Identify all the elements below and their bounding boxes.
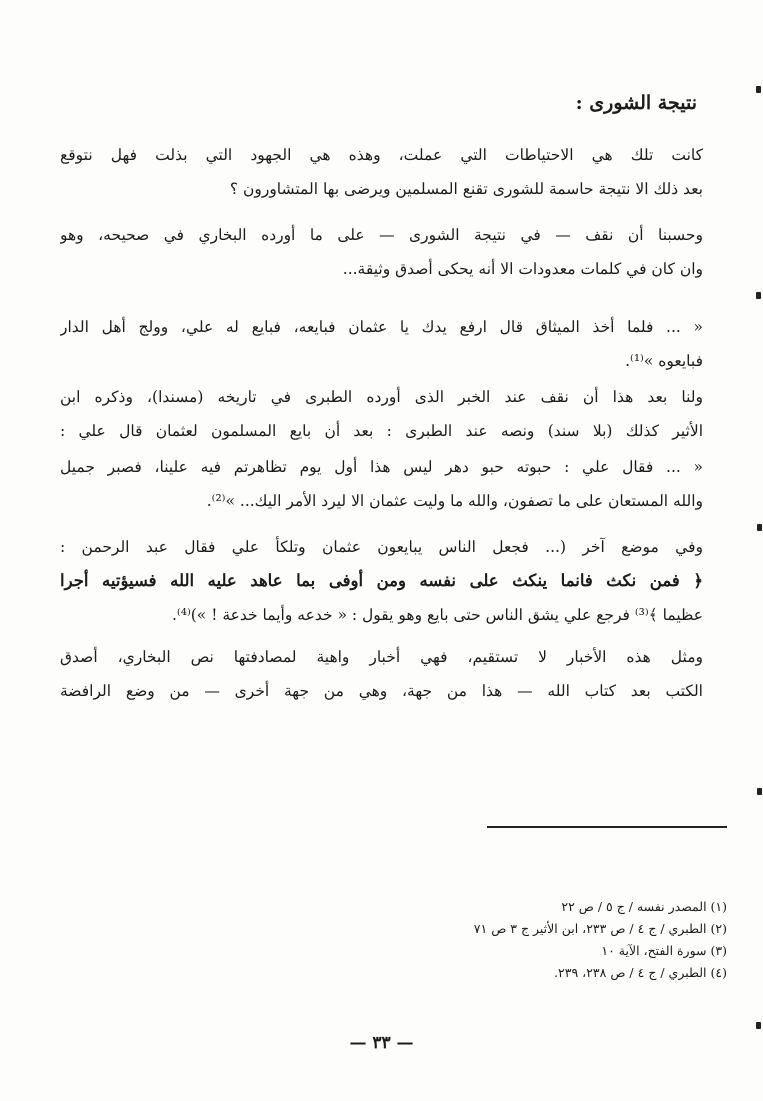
paragraph-line: وحسبنا أن نقف — في نتيجة الشورى — على ما أورده البخاري في صحيحه، وهو [60,226,703,244]
quote-bukhari [60,310,703,378]
quote-line: « ... فقال علي : حبوته حبو دهر ليس هذا أول يوم تظاهرتم فيه علينا، فصبر جميل [60,458,703,476]
scan-mark [757,788,762,795]
paragraph-line: ومثل هذه الأخبار لا تستقيم، فهي أخبار واهية لمصادفتها نص البخاري، أصدق [60,648,703,666]
footnote-separator [487,826,727,828]
paragraph-line: الأثير كذلك (بلا سند) ونصه عند الطبرى : بعد أن بايع المسلمون لعثمان قال علي : [60,422,703,440]
paragraph-1 [60,138,703,206]
scan-mark [756,86,761,93]
paragraph-4 [60,530,703,632]
scan-mark [756,292,761,299]
paragraph-line: وفي موضع آخر (... فجعل الناس يبايعون عثمان وتلكأ علي فقال عبد الرحمن : [60,538,703,556]
paragraph-line: الكتب بعد كتاب الله — هذا من جهة، وهي من جهة أخرى — من وضع الرافضة [60,682,703,700]
quote-line: والله المستعان على ما تصفون، والله ما وليت عثمان الا ليرد الأمر اليك... »⁽²⁾. [206,492,703,510]
footnote: (٣) سورة الفتح، الآية ١٠ [601,943,727,958]
footnote: (٤) الطبري / ج ٤ / ص ٢٣٨، ٢٣٩. [554,965,727,980]
paragraph-line: وان كان في كلمات معدودات الا أنه يحكى أصدق وثيقة... [342,260,703,278]
paragraph-line: عظيما ﴾⁽³⁾ فرجع علي يشق الناس حتى بايع وهو يقول : « خدعه وأيما خدعة ! »)⁽⁴⁾. [171,606,703,624]
paragraph-3 [60,380,703,448]
quran-verse-line: ﴿ فمن نكث فانما ينكث على نفسه ومن أوفى بما عاهد عليه الله فسيؤتيه أجرا [60,571,703,590]
quote-line: فبايعوه »⁽¹⁾. [625,352,703,370]
scan-mark [756,1022,761,1029]
scan-mark [757,524,762,531]
footnotes [227,896,727,984]
paragraph-5 [60,640,703,708]
paragraph-line: كانت تلك هي الاحتياطات التي عملت، وهذه هي الجهود التي بذلت فهل نتوقع [60,146,703,164]
section-heading: نتيجة الشورى : [575,92,697,114]
quote-line: « ... فلما أخذ الميثاق قال ارفع يدك يا عثمان فبايعه، فبايع له علي، وولج أهل الدار [60,318,703,336]
paragraph-2 [60,218,703,286]
footnote: (٢) الطبري / ج ٤ / ص ٢٣٣، ابن الأثير ج ٣ ص ٧١ [473,921,727,936]
paragraph-line: بعد ذلك الا نتيجة حاسمة للشورى تقنع المسلمين ويرضى بها المتشاورون ؟ [229,180,703,198]
footnote: (١) المصدر نفسه / ج ٥ / ص ٢٢ [561,899,727,914]
page-number: — ٣٣ — [349,1033,414,1053]
paragraph-line: ولنا بعد هذا أن نقف عند الخبر الذى أورده الطبرى في تاريخه (مسندا)، وذكره ابن [60,388,703,406]
quote-tabari [60,450,703,518]
